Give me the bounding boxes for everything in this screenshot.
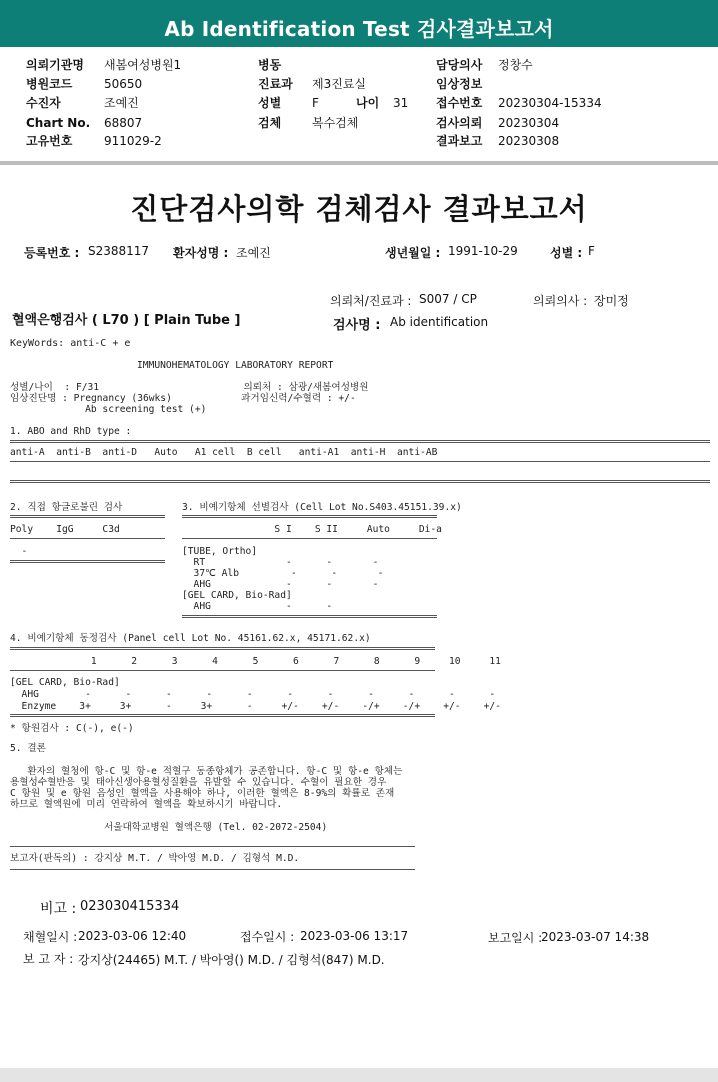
requester-label: 의뢰기관명 [26,58,84,72]
section-1-columns: anti-A anti-B anti-D Auto A1 cell B cell anti-A1 anti-H anti-AB [10,447,438,458]
section-2-rule-top [10,515,165,518]
clinical-info-label: 임상정보 [436,77,483,91]
hospital-code-value: 50650 [104,77,143,91]
section-3-row: AHG - - - [182,579,379,590]
remark-value: 023030415334 [80,899,180,914]
section-3-row: [GEL CARD, Bio-Rad] [182,590,292,601]
section-3-row: 37℃ Alb - - - [182,568,384,579]
exam-name-label: 검사명 : [333,318,381,333]
section-1-rule-mid [10,461,710,462]
section-2-rule-mid [10,538,165,539]
report-title: Ab Identification Test 검사결과보고서 [164,17,554,41]
req-doctor-label: 의뢰의사 : [533,294,588,308]
section-3-columns: S I S II Auto Di-a [182,524,442,535]
keywords: KeyWords: anti-C + e [10,338,131,349]
lab-heading: IMMUNOHEMATOLOGY LABORATORY REPORT [137,360,334,371]
section-4-rule-bottom [10,714,435,717]
section-4-row: Enzyme 3+ 3+ - 3+ - +/- +/- -/+ -/+ +/- +/- [10,701,501,712]
section-4-rule-mid [10,670,435,671]
patient-name-value: 조예진 [236,246,271,260]
specimen-value: 복수검체 [312,116,359,130]
collect-value: 2023-03-06 12:40 [78,929,187,943]
hospital-code-label: 병원코드 [26,77,73,91]
receipt-no-value: 20230304-15334 [498,96,602,110]
report-date-label: 결과보고 [436,134,483,148]
lab-info-2: 임상진단명 : Pregnancy (36wks) 과거임신력/수혈력 : +/- [10,393,356,404]
section-3-rule-top [182,515,437,518]
dob-label: 생년월일 : [385,246,441,260]
section-3-title: 3. 비예기항체 선별검사 (Cell Lot No.S403.45151.39.x) [182,502,462,513]
title-bar [0,0,718,47]
section-4-title: 4. 비예기항체 동정검사 (Panel cell Lot No. 45161.62.x, 45171.62.x) [10,633,371,644]
collect-label: 채혈일시 : [23,930,78,944]
lab-reporter: 보고자(판독의) : 강지상 M.T. / 박아영 M.D. / 김형석 M.D. [10,853,300,864]
section-3-rule-mid [182,538,437,539]
section-4-row: AHG - - - - - - - - - - - [10,689,496,700]
footer-reporter-label: 보 고 자 : [23,952,74,966]
exam-group: 혈액은행검사 ( L70 ) [ Plain Tube ] [12,313,241,328]
patient-value: 조예진 [104,96,139,110]
header-divider [0,161,718,165]
report-sex-label: 성별 : [550,246,583,260]
footer-reporter-value: 강지상(24465) M.T. / 박아영() M.D. / 김형석(847) M.D. [78,953,385,967]
specimen-label: 검체 [258,116,282,130]
section-3-row: RT - - - [182,557,379,568]
conclusion-line: 하므로 혈액원에 미리 연락하여 혈액을 확보하시기 바랍니다. [10,799,283,810]
age-value: 31 [393,96,409,110]
receive-label: 접수일시 : [240,930,295,944]
document-title: 진단검사의학 검체검사 결과보고서 [130,192,588,226]
ward-label: 병동 [258,58,282,72]
request-date-value: 20230304 [498,116,560,130]
unique-no-value: 911029-2 [104,134,162,148]
section-2-title: 2. 직접 항글로불린 검사 [10,502,123,513]
blood-bank-contact: 서울대학교병원 혈액은행 (Tel. 02-2072-2504) [104,822,328,833]
section-4-columns: 1 2 3 4 5 6 7 8 9 10 11 [10,656,501,667]
reg-no-label: 등록번호 : [24,246,80,260]
report-time-label: 보고일시 : [488,931,543,945]
patient-label: 수진자 [26,96,61,110]
doctor-label: 담당의사 [436,58,483,72]
receive-value: 2023-03-06 13:17 [300,929,409,943]
dob-value: 1991-10-29 [448,244,518,258]
lab-info-1: 성별/나이 : F/31 의뢰처 : 삼광/새봄여성병원 [10,382,369,393]
sex-value: F [312,96,319,110]
section-4-rule-top [10,647,435,650]
reg-no-value: S2388117 [88,244,150,258]
conclusion-line: 용혈성수혈반응 및 태아신생아용혈성질환을 유발할 수 있습니다. 수혈이 필요한 경우 [10,777,387,788]
age-label: 나이 [356,96,380,110]
section-1-rule-top [10,440,710,443]
section-3-row: [TUBE, Ortho] [182,546,258,557]
section-5-title: 5. 결론 [10,743,46,754]
reporter-rule-top [10,846,415,847]
receipt-no-label: 접수번호 [436,96,483,110]
chart-no-value: 68807 [104,116,143,130]
remark-label: 비고 : [40,901,77,917]
bottom-strip [0,1068,718,1082]
dept-label: 진료과 [258,77,293,91]
antigen-test: * 항원검사 : C(-), e(-) [10,723,134,734]
dept-info-value: S007 / CP [419,292,477,306]
section-2-rule-bottom [10,560,165,563]
section-2-value: - [10,546,28,557]
section-1-rule-bottom [10,480,710,483]
request-date-label: 검사의뢰 [436,116,483,130]
report-date-value: 20230308 [498,134,560,148]
conclusion-line: C 항원 및 e 항원 음성인 혈액을 사용해야 하나, 이러한 혈액은 8-9%의 확률로 존재 [10,788,395,799]
requester-value: 새봄여성병원1 [104,58,182,72]
report-time-value: 2023-03-07 14:38 [541,930,650,944]
sex-label: 성별 [258,96,282,110]
conclusion-line: 환자의 혈청에 항-C 및 항-e 적혈구 동종항체가 공존합니다. 항-C 및 항-e 항체는 [10,766,403,777]
report-sex-value: F [588,244,595,258]
req-doctor-value: 장미정 [594,294,629,308]
section-3-rule-bottom [182,615,437,618]
dept-value: 제3진료실 [312,77,367,91]
reporter-rule-bottom [10,869,415,870]
lab-info-3: Ab screening test (+) [10,404,207,415]
exam-name-value: Ab identification [390,315,489,329]
dept-info-label: 의뢰처/진료과 : [330,294,412,308]
section-3-row: AHG - - [182,601,333,612]
section-2-columns: Poly IgG C3d [10,524,120,535]
patient-name-label: 환자성명 : [173,246,229,260]
section-4-row: [GEL CARD, Bio-Rad] [10,677,120,688]
unique-no-label: 고유번호 [26,134,73,148]
chart-no-label: Chart No. [26,116,91,130]
section-1-title: 1. ABO and RhD type : [10,426,132,437]
doctor-value: 정창수 [498,58,533,72]
